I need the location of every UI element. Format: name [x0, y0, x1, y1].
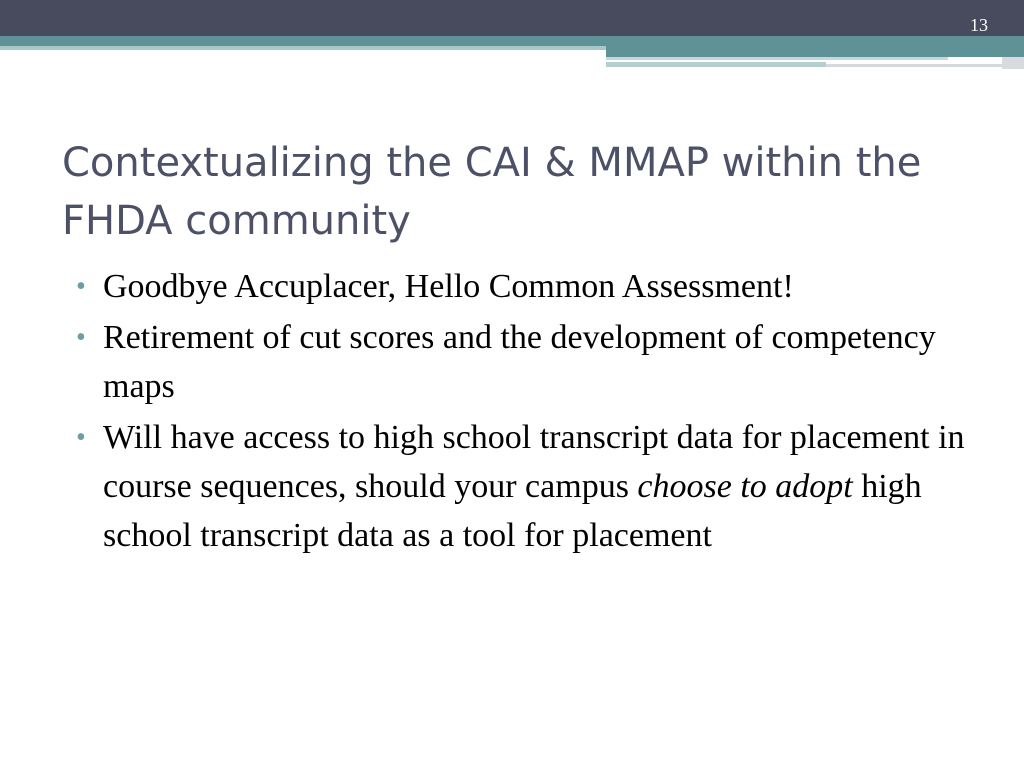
header-step-gray: [826, 64, 1002, 67]
header-step-light: [606, 57, 948, 60]
bullet-list: [76, 262, 966, 562]
bullet-text: Goodbye Accuplacer, Hello Common Assessment!: [103, 268, 794, 305]
header-teal-bar: [0, 36, 1024, 46]
page-number: 13: [970, 15, 988, 35]
header-step-teal: [606, 46, 1024, 57]
bullet-item-1: [76, 262, 966, 311]
bullet-icon: •: [76, 422, 86, 453]
bullet-item-2: [76, 313, 966, 411]
bullet-icon: •: [76, 271, 86, 302]
header-edge-strip: [1002, 57, 1024, 69]
header-step-light-lower: [606, 62, 826, 67]
slide-title: Contextualizing the CAI & MMAP within the FHDA community: [62, 140, 922, 244]
bullet-text: Retirement of cut scores and the development of competency maps: [103, 319, 936, 405]
bullet-item-3: [76, 413, 966, 560]
bullet-text-before: Will have access to high school transcript data for placement in course sequences, should your campus: [103, 419, 965, 505]
bullet-icon: •: [76, 322, 86, 353]
bullet-text-after: high school transcript data as a tool for placement: [103, 468, 922, 554]
header-dark-bar: [0, 0, 1024, 36]
header-light-stripe: [0, 46, 606, 50]
bullet-text-italic: choose to adopt: [637, 468, 853, 505]
